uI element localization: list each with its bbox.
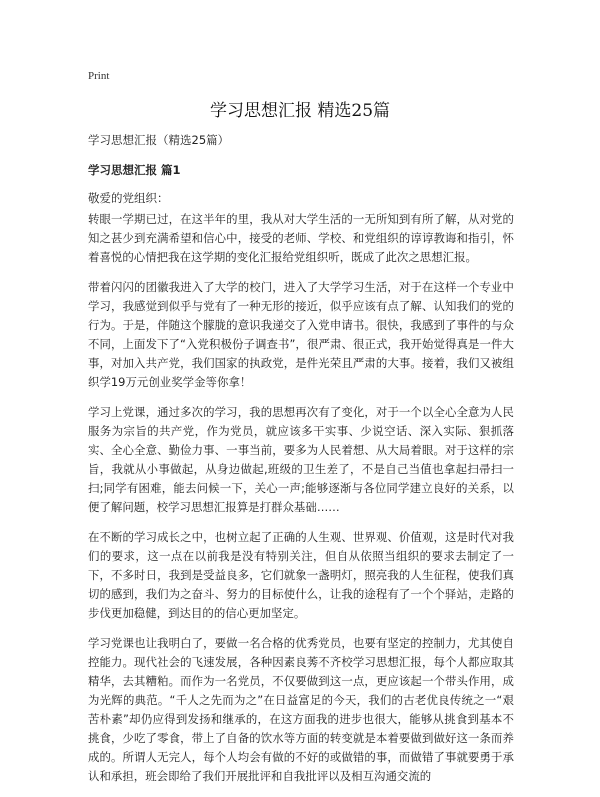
- document-body: [88, 210, 514, 797]
- section-heading: 学习思想汇报 篇1: [88, 163, 181, 177]
- document-title: 学习思想汇报 精选25篇: [209, 101, 391, 121]
- paragraph-1: 转眼一学期已过，在这半年的里，我从对大学生活的一无所知到有所了解，从对党的知之甚少到充满希望和信心中，接受的老师、学校、和党组织的谆谆教诲和指引，怀着喜悦的心情把我在这学期的变化汇报给党组织听，既成了此次之思想汇报。: [88, 212, 514, 264]
- paragraph-5: 学习党课也让我明白了，要做一名合格的优秀党员，也要有坚定的控制力，尤其使自控能力。现代社会的飞速发展，各种因素良莠不齐校学习思想汇报，每个人都应取其精华，去其糟粕。而作为一名党员，不仅要做到这一点，更应该起一个带头作用，成为光辉的典范。“千人之先而为之”在日益富足的今天，我们的古老优良传统之一“艰苦朴素”却仍应得到发扬和继承的，在这方面我的进步也很大，能够从挑食到基本不挑食，少吃了零食，带上了自备的饮水等方面的转变就是本着要做到做好这一条而养成的。所谓人无完人，每个人均会有做的不好的或做错的事，而做错了事就要勇于承认和承担，班会即给了我们开展批评和自我批评以及相互沟通交流的: [88, 636, 514, 783]
- paragraph-2: 带着闪闪的团徽我进入了大学的校门，进入了大学学习生活，对于在这样一个专业中学习，我感觉到似乎与党有了一种无形的接近，似乎应该有点了解、认知我们的党的行为。于是，伴随这个朦胧的意识我递交了入党申请书。很快，我感到了事件的与众不同，上面发下了“入党积极份子调查书”，很严肃、很正式，我开始觉得真是一件大事，对加入共产党，我们国家的执政党，是件光荣且严肃的大事。接着，我们又被组织学19万元创业奖学金等你拿！: [88, 280, 514, 389]
- paragraph-3: 学习上党课，通过多次的学习，我的思想再次有了变化，对于一个以全心全意为人民服务为宗旨的共产党，作为党员，就应该多干实事、少说空话、深入实际、狠抓落实、全心全意、勤俭力事、一事当前，要多为人民着想、从大局着眼。对于这样的宗旨，我就从小事做起，从身边做起,班级的卫生差了，不是自己当值也拿起扫帚扫一扫;同学有困难，能去问候一下，关心一声;能够逐渐与各位同学建立良好的关系，以便了解问题，校学习思想汇报算是打群众基础……: [88, 405, 514, 514]
- paragraph-4: 在不断的学习成长之中，也树立起了正确的人生观、世界观、价值观，这是时代对我们的要求，这一点在以前我是没有特别关注，但自从依照当组织的要求去制定了一下，不多时日，我到是受益良多，它们就象一盏明灯，照亮我的人生征程，使我们真切的感到，我们为之奋斗、努力的目标使什么，让我的途程有了一个个驿站，走路的步伐更加稳健，到达目的的信心更加坚定。: [88, 530, 514, 620]
- print-label[interactable]: Print: [88, 70, 110, 82]
- document-subtitle: 学习思想汇报（精选25篇）: [88, 133, 230, 147]
- greeting: 敬爱的党组织：: [88, 191, 169, 205]
